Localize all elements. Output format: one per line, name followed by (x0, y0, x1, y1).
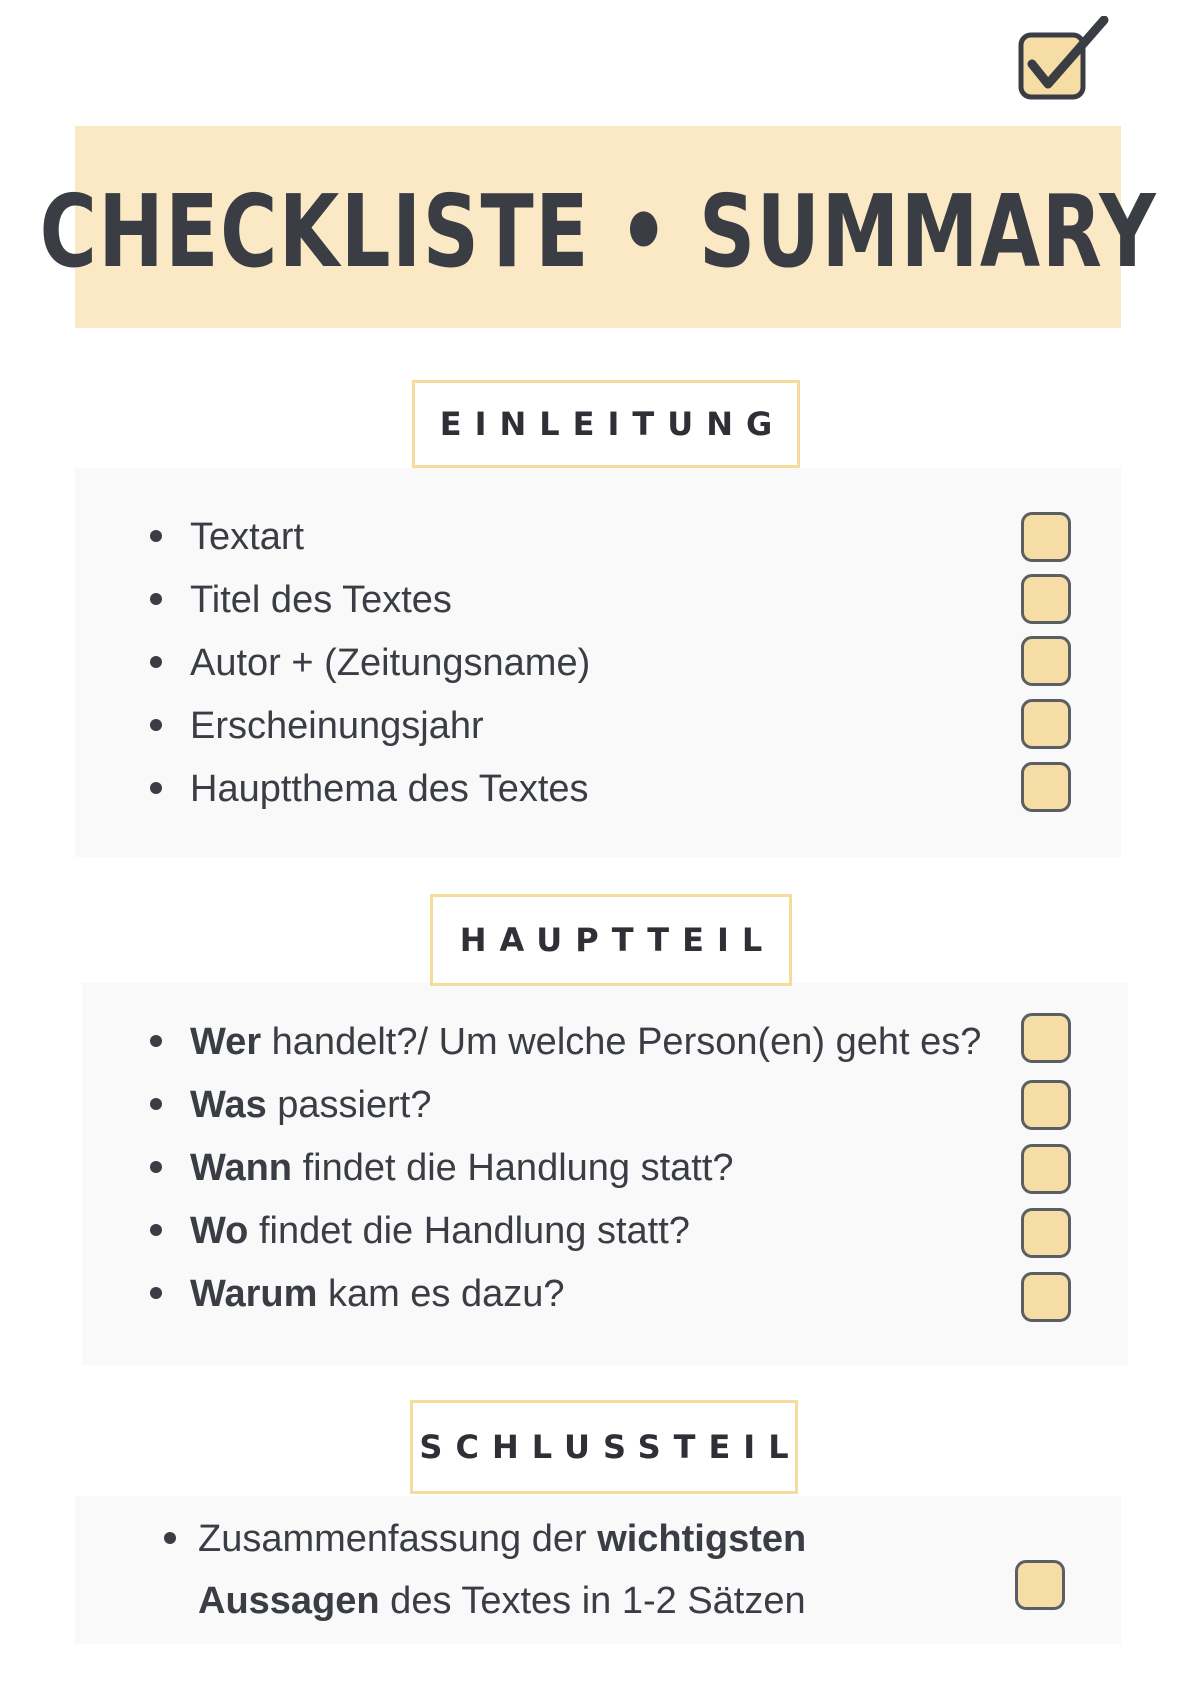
summary-keyword: Aussagen (198, 1580, 380, 1622)
list-item-keyword: Warum (190, 1273, 318, 1315)
bullet-icon (150, 1224, 162, 1236)
section-label-text: SCHLUSSTEIL (419, 1428, 802, 1466)
list-item-keyword: Wann (190, 1147, 293, 1189)
section-label-text: EINLEITUNG (439, 405, 786, 443)
checkbox[interactable] (1021, 1013, 1071, 1063)
summary-line-2 (164, 1570, 806, 1632)
bullet-icon (164, 1532, 176, 1544)
bullet-icon (150, 1098, 162, 1110)
bullet-icon (150, 782, 162, 794)
bullet-icon (150, 1287, 162, 1299)
list-item (150, 1082, 431, 1128)
list-item-text: findet die Handlung statt? (292, 1147, 734, 1189)
bullet-icon (150, 1161, 162, 1173)
list-item-text: Hauptthema des Textes (190, 768, 589, 810)
bullet-icon (150, 1035, 162, 1047)
checkbox[interactable] (1021, 762, 1071, 812)
list-item-text: kam es dazu? (317, 1273, 565, 1315)
checkbox[interactable] (1021, 699, 1071, 749)
list-item (150, 1019, 981, 1065)
section-label-einleitung (412, 380, 800, 468)
list-item (150, 766, 589, 812)
checkbox[interactable] (1021, 1144, 1071, 1194)
checkbox[interactable] (1021, 512, 1071, 562)
checkbox[interactable] (1021, 1208, 1071, 1258)
list-item (150, 514, 304, 560)
list-item-text: Erscheinungsjahr (190, 705, 484, 747)
section-label-hauptteil (430, 894, 792, 986)
title-banner (39, 126, 1157, 328)
checkbox-check-icon (1016, 16, 1116, 106)
checkbox[interactable] (1021, 1272, 1071, 1322)
list-item-text: findet die Handlung statt? (248, 1210, 690, 1252)
page-title: CHECKLISTE • SUMMARY (39, 172, 1157, 290)
checkbox[interactable] (1021, 636, 1071, 686)
list-item (150, 1271, 565, 1317)
summary-paragraph (164, 1508, 806, 1632)
list-item-keyword: Wer (190, 1021, 262, 1063)
list-item-keyword: Wo (190, 1210, 249, 1252)
summary-keyword: wichtigsten (597, 1518, 807, 1560)
bullet-icon (150, 593, 162, 605)
summary-line-1 (164, 1508, 806, 1570)
list-item (150, 703, 484, 749)
list-item-text: handelt?/ Um welche Person(en) geht es? (261, 1021, 982, 1063)
bullet-icon (150, 719, 162, 731)
section-label-schlussteil (410, 1400, 802, 1494)
list-item-text: Autor + (Zeitungsname) (190, 642, 591, 684)
bullet-icon (150, 530, 162, 542)
list-item-text: passiert? (266, 1084, 432, 1126)
checkbox[interactable] (1021, 1080, 1071, 1130)
list-item (150, 640, 590, 686)
bullet-icon (150, 656, 162, 668)
summary-text: Zusammenfassung der (198, 1518, 598, 1560)
checkbox[interactable] (1021, 574, 1071, 624)
list-item-keyword: Was (190, 1084, 267, 1126)
list-item-text: Textart (190, 516, 305, 558)
summary-text: des Textes in 1-2 Sätzen (379, 1580, 806, 1622)
list-item-text: Titel des Textes (190, 579, 452, 621)
list-item (150, 1208, 690, 1254)
list-item (150, 1145, 734, 1191)
section-label-text: HAUPTTEIL (459, 921, 776, 959)
checkbox[interactable] (1015, 1560, 1065, 1610)
list-item (150, 577, 452, 623)
